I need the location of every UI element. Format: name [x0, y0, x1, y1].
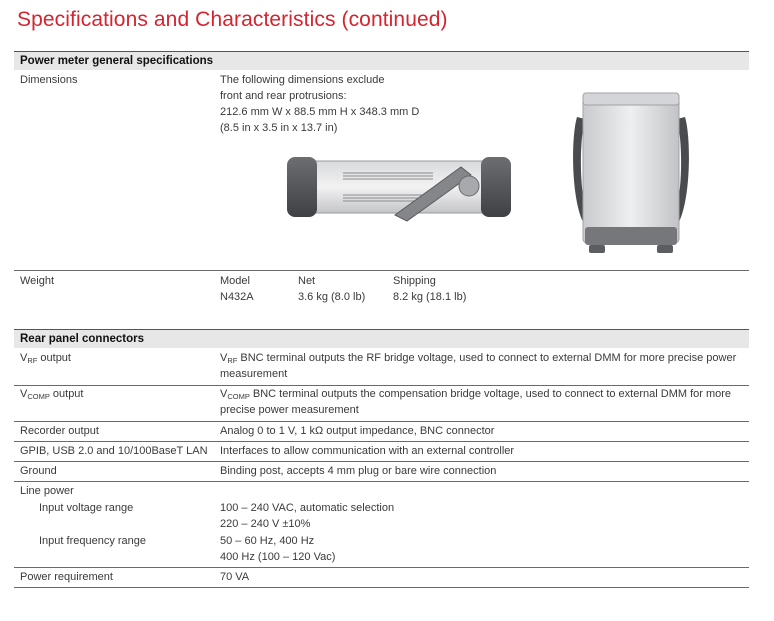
- vrf-output-label: $V_{RF}$ output: [20, 352, 71, 365]
- vcomp-output-description: $V_{COMP}$ BNC terminal outputs the compensation bridge voltage, used to connect to external DMM for more precise power measurement: [220, 388, 732, 416]
- weight-model-value: N432A: [220, 291, 254, 303]
- weight-header-model: Model: [220, 275, 250, 287]
- recorder-output-label: Recorder output: [20, 425, 99, 437]
- dimensions-line: 212.6 mm W x 88.5 mm H x 348.3 mm D: [220, 106, 420, 118]
- input-frequency-range-value: [220, 533, 335, 565]
- vcomp-output-label: $V_{COMP}$ output: [20, 388, 84, 401]
- recorder-output-value: Analog 0 to 1 V, 1 kΩ output impedance, BNC connector: [220, 425, 495, 437]
- ground-label: Ground: [20, 465, 57, 477]
- power-requirement-value: 70 VA: [220, 571, 250, 583]
- weight-net-value: 3.6 kg (8.0 lb): [298, 291, 366, 303]
- weight-header-net: Net: [298, 275, 316, 287]
- vrf-output-description: $V_{RF}$ BNC terminal outputs the RF bridge voltage, used to connect to external DMM for more precise power measurement: [220, 352, 737, 380]
- weight-label: Weight: [20, 275, 55, 287]
- voltage-line: 100 – 240 VAC, automatic selection: [220, 502, 395, 514]
- weight-shipping-value: 8.2 kg (18.1 lb): [393, 291, 467, 303]
- interfaces-value: Interfaces to allow communication with an external controller: [220, 445, 515, 457]
- section-heading-rear: Rear panel connectors: [14, 329, 749, 348]
- input-voltage-range-label: Input voltage range: [39, 502, 134, 514]
- power-meter-front-view-image: [571, 87, 691, 257]
- frequency-line: 400 Hz (100 – 120 Vac): [220, 551, 336, 563]
- input-voltage-range-value: [220, 500, 394, 532]
- dimensions-label: Dimensions: [20, 74, 78, 86]
- dimensions-line: (8.5 in x 3.5 in x 13.7 in): [220, 122, 338, 134]
- power-meter-side-view-image: [283, 143, 515, 223]
- power-requirement-label: Power requirement: [20, 571, 113, 583]
- page-title: Specifications and Characteristics (continued): [17, 8, 448, 31]
- frequency-line: 50 – 60 Hz, 400 Hz: [220, 535, 315, 547]
- dimensions-value: [220, 72, 419, 136]
- interfaces-label: GPIB, USB 2.0 and 10/100BaseT LAN: [20, 445, 208, 457]
- dimensions-line: The following dimensions exclude: [220, 74, 385, 86]
- line-power-label: Line power: [20, 485, 74, 497]
- ground-value: Binding post, accepts 4 mm plug or bare wire connection: [220, 465, 497, 477]
- weight-header-shipping: Shipping: [393, 275, 436, 287]
- section-heading-general: Power meter general specifications: [14, 51, 749, 70]
- dimensions-line: front and rear protrusions:: [220, 90, 347, 102]
- voltage-line: 220 – 240 V ±10%: [220, 518, 311, 530]
- input-frequency-range-label: Input frequency range: [39, 535, 147, 547]
